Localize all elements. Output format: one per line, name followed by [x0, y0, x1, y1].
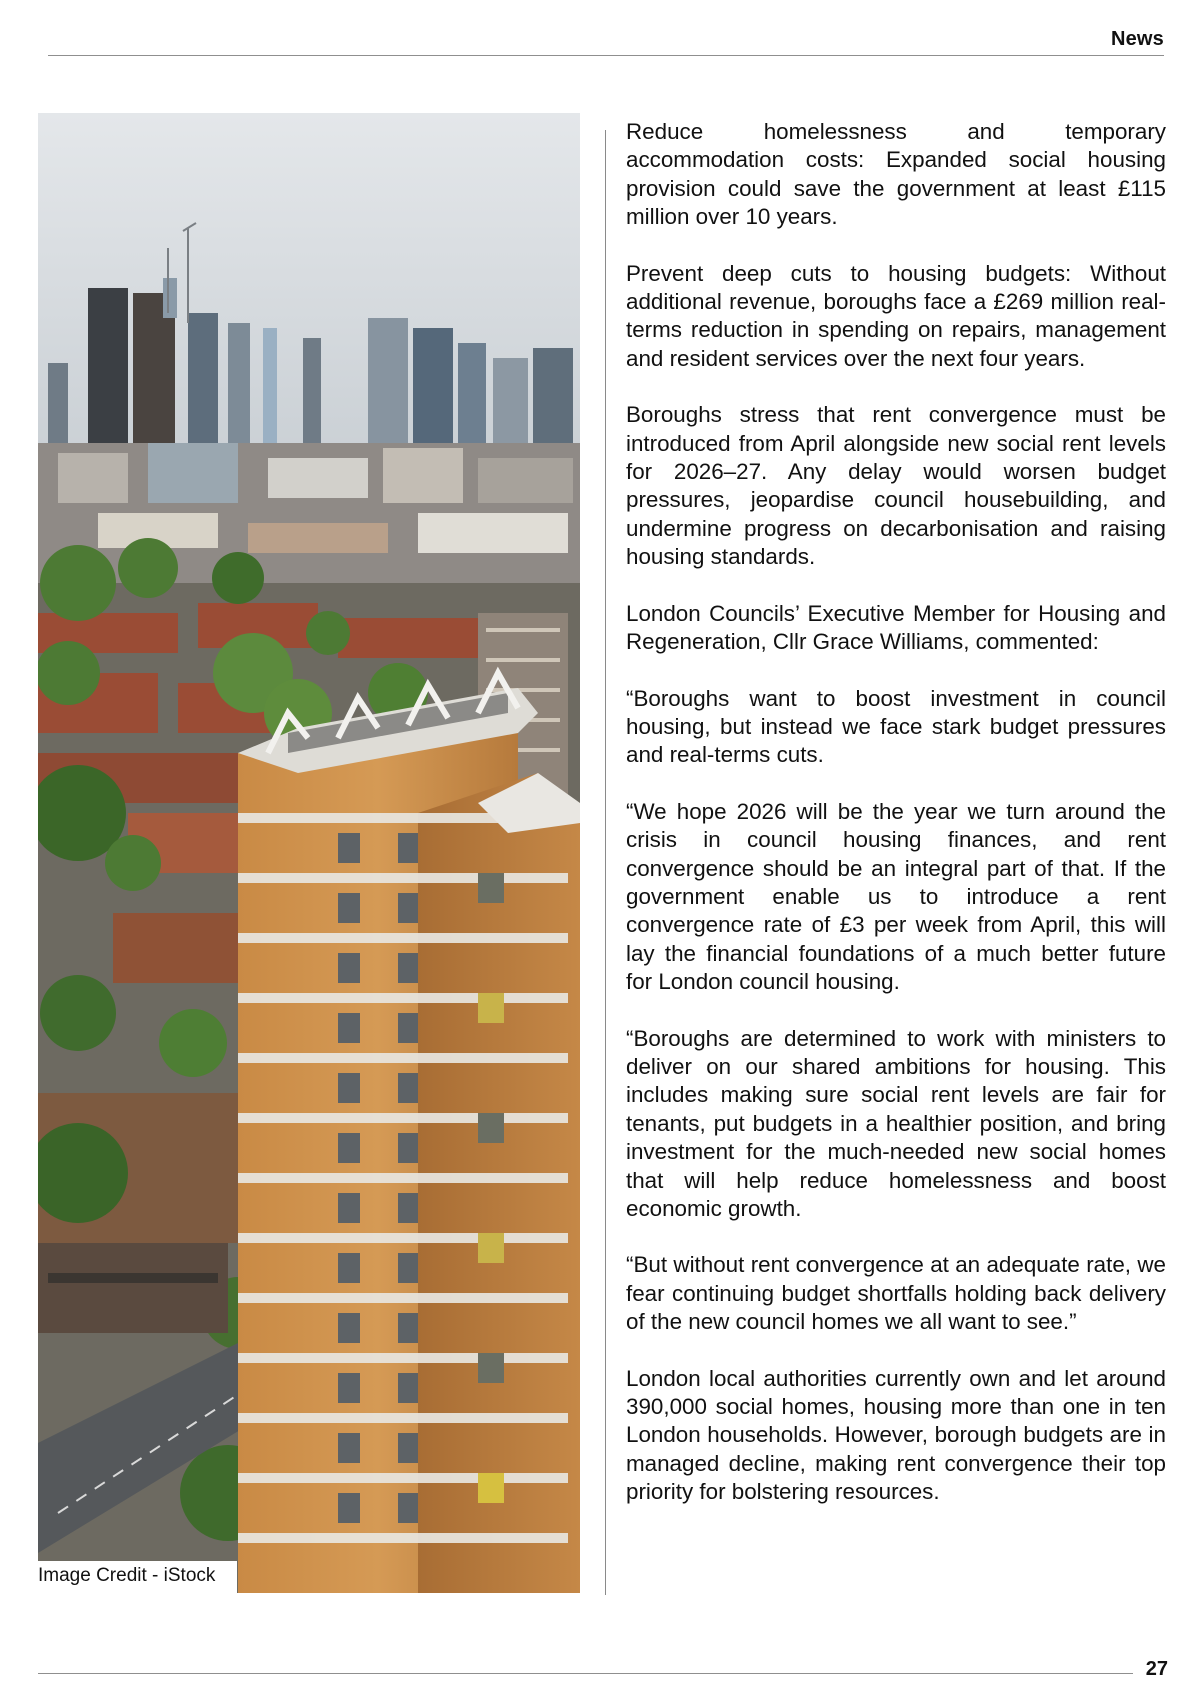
article-paragraph: “Boroughs are determined to work with ministers to deliver on our shared ambitions for housing. This includes making sure social rent levels are fair for tenants, put budgets in a healthier position, and bring investment for the much-needed new social homes that will help reduce homelessness and boost economic growth.: [626, 1025, 1166, 1221]
tower-block-photo: [38, 113, 580, 1593]
image-credit: Image Credit - iStock: [38, 1561, 237, 1593]
column-divider: [605, 130, 606, 1595]
article-paragraph: “We hope 2026 will be the year we turn around the crisis in council housing finances, and rent convergence should be an integral part of that. If the government enable us to introduce a rent convergence rate of £3 per week from April, this will lay the financial foundations of a much better future for London council housing.: [626, 798, 1166, 995]
article-paragraph: “But without rent convergence at an adequate rate, we fear continuing budget shortfalls holding back delivery of the new council homes we all want to see.”: [626, 1252, 1166, 1335]
article-paragraph: “Boroughs want to boost investment in council housing, but instead we face stark budget pressures and real-terms cuts.: [626, 685, 1166, 768]
article-paragraph: London local authorities currently own and let around 390,000 social homes, housing more than one in ten London households. However, borough budgets are in managed decline, making rent convergence their top priority for bolstering resources.: [626, 1365, 1166, 1505]
article-paragraph: Prevent deep cuts to housing budgets: Without additional revenue, boroughs face a £269 million real-terms reduction in spending on repairs, management and resident services over the next four years.: [626, 260, 1166, 371]
article-paragraph: London Councils’ Executive Member for Housing and Regeneration, Cllr Grace Williams, commented:: [626, 600, 1166, 655]
section-label: News: [1110, 28, 1164, 50]
article-paragraph: Boroughs stress that rent convergence must be introduced from April alongside new social rent levels for 2026–27. Any delay would worsen budget pressures, jeopardise council housebuilding, and undermine progress on decarbonisation and raising housing standards.: [626, 402, 1166, 570]
aerial-city-illustration: [38, 113, 580, 1593]
header-rule: [48, 55, 1164, 56]
article-paragraph: Reduce homelessness and temporary accommodation costs: Expanded social housing provision could save the government at least £115 million over 10 years.: [626, 119, 1166, 230]
footer-rule: [38, 1673, 1133, 1674]
page-number: 27: [1145, 1658, 1168, 1680]
article-body: [626, 118, 1166, 1535]
